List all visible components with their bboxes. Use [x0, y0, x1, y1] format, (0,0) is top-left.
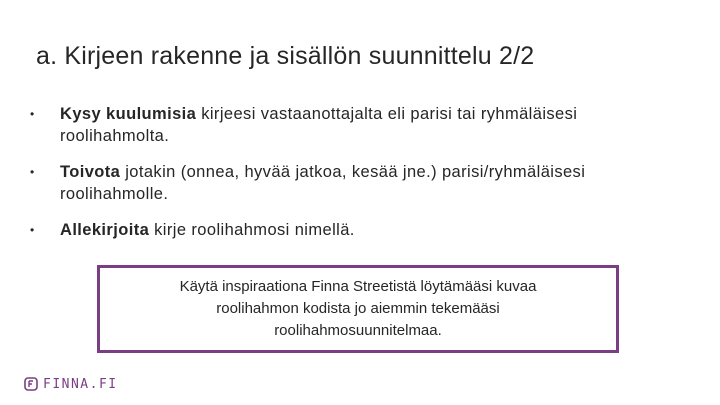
bullet-text: kirjeesi vastaanottajalta eli parisi tai ryhmäläisesi roolihahmolta. — [60, 105, 578, 145]
finna-logo — [24, 375, 118, 393]
bullet-keyword: Toivota — [60, 163, 121, 181]
bullet-text: jotakin (onnea, hyvää jatkoa, kesää jne.) parisi/ryhmäläisesi roolihahmolle. — [60, 163, 586, 203]
bullet-marker: • — [30, 223, 35, 237]
bullet-keyword: Kysy kuulumisia — [60, 105, 197, 123]
bullet-keyword: Allekirjoita — [60, 221, 150, 239]
bullet-marker: • — [30, 107, 35, 121]
bullet-text: kirje roolihahmosi nimellä. — [149, 221, 355, 239]
bullet-marker: • — [30, 165, 35, 179]
info-box — [97, 265, 619, 353]
bullet-item-wish — [30, 161, 680, 205]
info-box-text: Käytä inspiraationa Finna Streetistä löytämääsi kuvaa roolihahmon kodista jo aiemmin tekemääsi roolihahmosuunnitelmaa. — [179, 278, 537, 339]
bullet-list — [30, 103, 680, 255]
logo-text: FINNA.FI — [43, 376, 118, 392]
bullet-item-ask — [30, 103, 680, 147]
slide-title: a. Kirjeen rakenne ja sisällön suunnittelu 2/2 — [36, 42, 535, 70]
finna-logo-icon — [24, 377, 38, 391]
bullet-item-sign — [30, 219, 680, 241]
